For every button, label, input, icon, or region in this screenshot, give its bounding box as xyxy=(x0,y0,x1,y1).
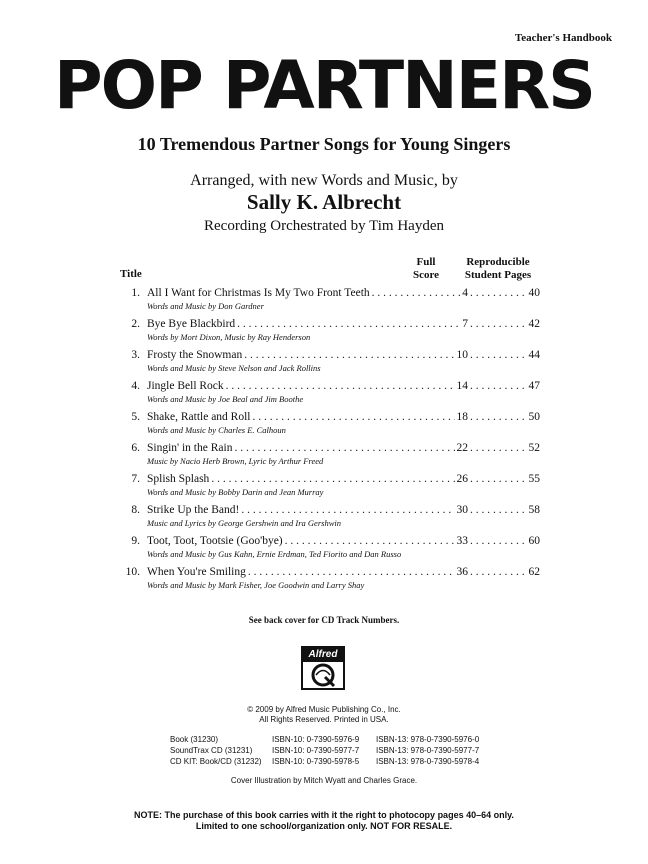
song-title: When You're Smiling xyxy=(147,566,246,578)
full-score-page: 18 xyxy=(456,411,468,423)
alfred-emblem-icon xyxy=(303,662,343,688)
song-line xyxy=(120,348,540,362)
full-score-page: 7 xyxy=(462,318,468,330)
song-number: 2. xyxy=(131,318,140,330)
song-credit: Words and Music by Steve Nelson and Jack Rollins xyxy=(147,363,321,373)
arranged-line: Arranged, with new Words and Music, by xyxy=(190,172,458,189)
photocopy-note: NOTE: The purchase of this book carries with it the right to photocopy pages 40–64 only. Limited to one school/organization only. NOT FOR RESALE. xyxy=(134,810,514,831)
leader-dots xyxy=(226,379,455,393)
full-score-page: 14 xyxy=(456,380,468,392)
leader-dots xyxy=(470,534,524,548)
leader-dots xyxy=(470,441,524,455)
song-line xyxy=(120,410,540,424)
full-score-page: 30 xyxy=(456,504,468,516)
author-name: Sally K. Albrecht xyxy=(246,190,402,214)
student-page: 55 xyxy=(528,473,540,485)
leader-dots xyxy=(248,565,455,579)
song-title: All I Want for Christmas Is My Two Front Teeth xyxy=(147,287,370,299)
song-title: Bye Bye Blackbird xyxy=(147,318,236,330)
leader-dots xyxy=(234,441,454,455)
product-isbn10 xyxy=(272,734,359,767)
subtitle: 10 Tremendous Partner Songs for Young Singers xyxy=(137,134,511,154)
full-score-page: 33 xyxy=(456,535,468,547)
copyright-line: © 2009 by Alfred Music Publishing Co., Inc. xyxy=(247,705,401,714)
song-entry xyxy=(120,286,540,317)
song-credit: Music and Lyrics by George Gershwin and Ira Gershwin xyxy=(147,518,341,528)
song-number: 6. xyxy=(131,442,140,454)
song-number: 8. xyxy=(131,504,140,516)
student-page: 50 xyxy=(528,411,540,423)
leader-dots xyxy=(241,503,454,517)
song-credit: Words and Music by Charles E. Calhoun xyxy=(147,425,286,435)
orchestrated-line: Recording Orchestrated by Tim Hayden xyxy=(204,218,444,234)
student-page: 58 xyxy=(528,504,540,516)
song-entry xyxy=(120,441,540,472)
product-name: SoundTrax CD (31231) xyxy=(170,746,253,755)
song-credit: Words and Music by Gus Kahn, Ernie Erdman, Ted Fiorito and Dan Russo xyxy=(147,549,402,559)
song-entry xyxy=(120,565,540,596)
leader-dots xyxy=(470,317,524,331)
leader-dots xyxy=(470,348,524,362)
song-title: Toot, Toot, Tootsie (Goo'bye) xyxy=(147,535,283,547)
song-credit: Words and Music by Mark Fisher, Joe Goodwin and Larry Shay xyxy=(147,580,365,590)
song-number: 1. xyxy=(131,287,140,299)
song-credit: Words by Mort Dixon, Music by Ray Henderson xyxy=(147,332,311,342)
song-credit: Music by Nacio Herb Brown, Lyric by Arthur Freed xyxy=(147,456,324,466)
song-credit: Words and Music by Bobby Darin and Jean Murray xyxy=(147,487,324,497)
song-entry xyxy=(120,410,540,441)
see-back-note: See back cover for CD Track Numbers. xyxy=(248,615,400,625)
song-credit: Words and Music by Joe Beal and Jim Boothe xyxy=(147,394,304,404)
song-title: Strike Up the Band! xyxy=(147,504,240,516)
leader-dots xyxy=(470,410,524,424)
isbn10: ISBN-10: 0-7390-5978-5 xyxy=(272,757,360,766)
full-score-page: 10 xyxy=(456,349,468,361)
song-entry xyxy=(120,348,540,379)
song-title: Splish Splash xyxy=(147,473,210,485)
song-number: 7. xyxy=(131,473,140,485)
leader-dots xyxy=(211,472,454,486)
leader-dots xyxy=(252,410,454,424)
song-line xyxy=(120,534,540,548)
song-title: Jingle Bell Rock xyxy=(147,380,224,392)
song-line xyxy=(120,441,540,455)
song-number: 4. xyxy=(131,380,140,392)
product-name: Book (31230) xyxy=(170,735,219,744)
song-number: 3. xyxy=(131,349,140,361)
song-entry xyxy=(120,379,540,410)
student-page: 44 xyxy=(528,349,540,361)
song-line xyxy=(120,503,540,517)
leader-dots xyxy=(244,348,454,362)
full-score-page: 4 xyxy=(462,287,468,299)
song-title: Singin' in the Rain xyxy=(147,442,233,454)
leader-dots xyxy=(470,472,524,486)
song-line xyxy=(120,472,540,486)
leader-dots xyxy=(470,286,524,300)
leader-dots xyxy=(372,286,461,300)
pop-partners-logo xyxy=(0,50,648,120)
leader-dots xyxy=(237,317,460,331)
isbn13: ISBN-13: 978-0-7390-5976-0 xyxy=(376,735,480,744)
song-line xyxy=(120,565,540,579)
isbn10: ISBN-10: 0-7390-5977-7 xyxy=(272,746,360,755)
product-name: CD KIT: Book/CD (31232) xyxy=(170,757,262,766)
full-score-page: 26 xyxy=(456,473,468,485)
song-number: 9. xyxy=(131,535,140,547)
student-page: 62 xyxy=(528,566,540,578)
full-score-page: 22 xyxy=(456,442,468,454)
leader-dots xyxy=(470,379,524,393)
isbn13: ISBN-13: 978-0-7390-5977-7 xyxy=(376,746,480,755)
alfred-logo xyxy=(301,646,345,690)
column-title-header: Title xyxy=(120,268,142,280)
song-number: 5. xyxy=(131,411,140,423)
song-line xyxy=(120,379,540,393)
isbn10: ISBN-10: 0-7390-5976-9 xyxy=(272,735,360,744)
song-entry xyxy=(120,534,540,565)
logo-text: POP PARTNERS xyxy=(54,50,594,120)
column-student-pages-header: Reproducible Student Pages xyxy=(464,256,532,281)
song-title: Frosty the Snowman xyxy=(147,349,243,361)
student-page: 40 xyxy=(528,287,540,299)
student-page: 47 xyxy=(528,380,540,392)
song-entry xyxy=(120,503,540,534)
leader-dots xyxy=(470,565,524,579)
rights-line: All Rights Reserved. Printed in USA. xyxy=(259,715,389,724)
student-page: 52 xyxy=(528,442,540,454)
cover-credit: Cover Illustration by Mitch Wyatt and Charles Grace. xyxy=(230,776,418,785)
product-names xyxy=(170,734,262,767)
song-title: Shake, Rattle and Roll xyxy=(147,411,251,423)
student-page: 42 xyxy=(528,318,540,330)
song-line xyxy=(120,317,540,331)
song-entry xyxy=(120,472,540,503)
alfred-logo-text: Alfred xyxy=(303,648,343,662)
leader-dots xyxy=(285,534,455,548)
song-line xyxy=(120,286,540,300)
isbn13: ISBN-13: 978-0-7390-5978-4 xyxy=(376,757,480,766)
song-list xyxy=(120,286,540,596)
column-full-score-header: Full Score xyxy=(412,256,440,281)
song-entry xyxy=(120,317,540,348)
leader-dots xyxy=(470,503,524,517)
product-isbn13 xyxy=(376,734,479,767)
student-page: 60 xyxy=(528,535,540,547)
full-score-page: 36 xyxy=(456,566,468,578)
song-number: 10. xyxy=(125,566,140,578)
song-credit: Words and Music by Don Gardner xyxy=(147,301,264,311)
edition-label: Teacher's Handbook xyxy=(514,32,612,44)
